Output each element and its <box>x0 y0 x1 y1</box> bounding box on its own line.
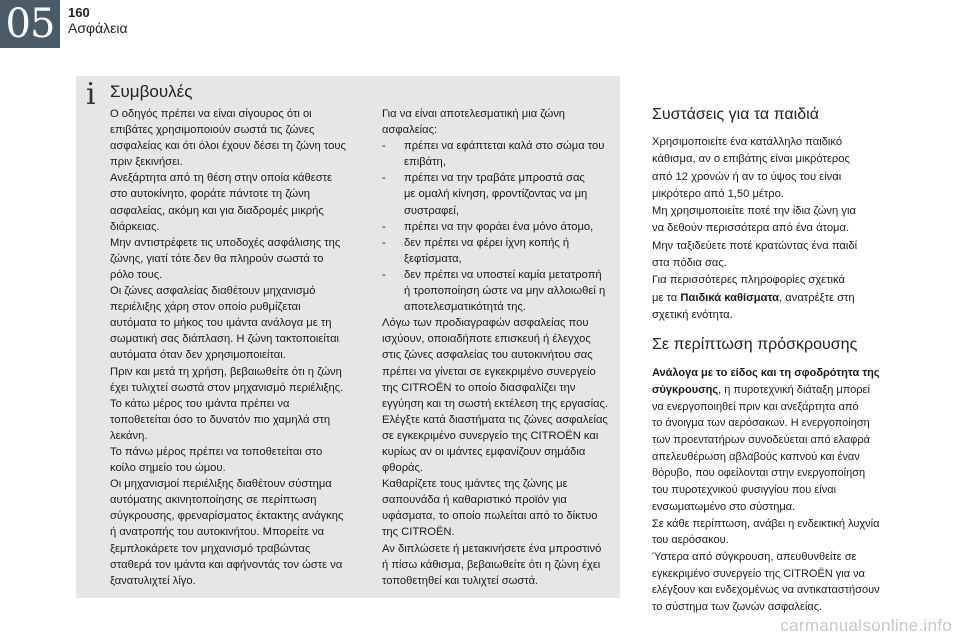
text-line: κάθισμα, αν ο επιβάτης είναι μικρότερος <box>652 153 850 166</box>
bullet-text: ή τροποποίηση ώστε να μην αλλοιωθεί η <box>404 285 606 298</box>
text-line: κοίλο σημείο του ώμου. <box>110 462 226 475</box>
text-line: Αν διπλώσετε ή μετακινήσετε ένα μπροστινό <box>382 542 602 555</box>
text-line: να δεθούν περισσότερα από ένα άτομα. <box>652 222 850 235</box>
text-line: σχετική ενότητα. <box>652 308 733 321</box>
page-number: 160 <box>68 5 90 20</box>
bullet-line <box>382 251 618 267</box>
text-line: σαπουνάδα ή καθαριστικό προϊόν για <box>382 494 567 507</box>
text-line: ελέγξουν και ενδεχομένως να αντικαταστήσουν <box>652 584 880 597</box>
children-title: Συστάσεις για τα παιδιά <box>652 106 819 123</box>
bullet-text: δεν πρέπει να φέρει ίχνη κοπής ή <box>404 236 570 249</box>
text-line: Οι ζώνες ασφαλείας διαθέτουν μηχανισμό <box>110 285 316 298</box>
bullet-text: πρέπει να εφάπτεται καλά στο σώμα του <box>404 140 605 153</box>
text-line: τοποθετηθεί και τυλιχτεί σωστά. <box>382 574 539 587</box>
text-line: φθοράς. <box>382 462 424 475</box>
dash-marker: - <box>382 140 386 153</box>
bullet-line <box>382 154 618 170</box>
text-line: Για να είναι αποτελεσματική μια ζώνη <box>382 108 566 120</box>
text-line: περιέλιξης χάρη στον οποίο ρυθμίζεται <box>110 301 301 314</box>
bullet-text: με ομαλή κίνηση, φροντίζοντας να μη <box>404 188 588 201</box>
text-line: Το πάνω μέρος πρέπει να τοποθετείται στο <box>110 445 323 458</box>
bullet-text: επιβάτη, <box>404 156 446 169</box>
dash-marker: - <box>382 220 386 233</box>
text-line: της CITROËN. <box>382 526 455 539</box>
dash-marker <box>382 186 404 202</box>
bullet-text: ξεφτίσματα, <box>404 252 462 265</box>
text-line: εγγύηση και τη σωστή εκτέλεση της εργασίας. <box>382 397 609 410</box>
text-line: του αερόσακου. <box>652 534 729 547</box>
text-line: το σύστημα των ζωνών ασφαλείας. <box>652 601 823 614</box>
text-line: εγκεκριμένο συνεργείο της CITROËN για να <box>652 567 866 580</box>
text-line: Οι μηχανισμοί περιέλιξης διαθέτουν σύστημα <box>110 478 332 491</box>
text-line: σύγκρουσης, φρεναρίσματος έκτακτης ανάγκης <box>110 510 344 523</box>
text-line: να ενεργοποιηθεί πριν και ανεξάρτητα από <box>652 400 859 413</box>
dash-marker <box>382 299 404 315</box>
section-name: Ασφάλεια <box>68 20 128 36</box>
text-line: ξανατυλιχτεί λίγο. <box>110 574 196 587</box>
bullet-text: πρέπει να την τραβάτε μπροστά σας <box>404 172 585 185</box>
right-column <box>652 106 890 616</box>
collision-title: Σε περίπτωση πρόσκρουσης <box>652 336 858 354</box>
text-line: αυτόματα το μήκος του ιμάντα ανάλογα με τη <box>110 317 332 330</box>
bullet-text: αποτελεσματικότητά της. <box>404 301 526 314</box>
bullet-text: δεν πρέπει να υποστεί καμία μετατροπή <box>404 268 602 281</box>
bullet-line <box>382 235 618 251</box>
text-line: των προεντατήρων συνοδεύεται από ελαφρά <box>652 434 871 447</box>
bullet-line <box>382 219 618 235</box>
text-line: Ελέγξτε κατά διαστήματα τις ζώνες ασφαλείας <box>382 413 608 426</box>
dash-marker <box>382 154 404 170</box>
bullet-line <box>382 138 618 154</box>
text-line: Σε κάθε περίπτωση, ανάβει η ενδεικτική λυχνία <box>652 517 880 530</box>
text-line: σε εγκεκριμένο συνεργείο της CITROËN και <box>382 429 599 442</box>
text-line: του πυροτεχνικού φυσιγγίου που είναι <box>652 484 837 497</box>
text-line: κυρίως αν οι ιμάντες εμφανίζουν σημάδια <box>382 445 586 458</box>
text-line: ή πίσω κάθισμα, βεβαιωθείτε ότι η ζώνη έχει <box>382 558 601 571</box>
text-line: στις ζώνες ασφαλείας του αυτοκινήτου σας <box>382 349 593 362</box>
collision-line: Ανάλογα με το είδος και τη σφοδρότητα της <box>652 367 880 380</box>
dash-marker: - <box>382 268 386 281</box>
bullet-line <box>382 203 618 219</box>
text-line: από 12 χρονών ή αν το ύψος του είναι <box>652 170 842 183</box>
text-line: ασφαλείας και ότι όλοι έχουν δέσει τη ζώνη τους <box>110 140 346 153</box>
text-line: Μην αντιστρέφετε τις υποδοχές ασφάλισης της <box>110 236 341 249</box>
text-line: τοποθετείται όσο το δυνατόν πιο χαμηλά στη <box>110 413 331 426</box>
text-line: Το κάτω μέρος του ιμάντα πρέπει να <box>110 397 290 410</box>
bullet-line <box>382 267 618 283</box>
text-line: επιβάτες χρησιμοποιούν σωστά τις ζώνες <box>110 124 315 137</box>
text-line: Μη χρησιμοποιείτε ποτέ την ίδια ζώνη για <box>652 205 856 218</box>
text-line: ή ανατροπής του αυτοκινήτου. Μπορείτε να <box>110 526 325 539</box>
dash-marker: - <box>382 236 386 249</box>
dash-marker <box>382 283 404 299</box>
bullet-line <box>382 299 618 315</box>
text-line: απελευθέρωση αβλαβούς καπνού και έναν <box>652 450 860 463</box>
dash-marker: - <box>382 172 386 185</box>
text-line: υφάσματα, το οποίο πωλείται από το δίκτυο <box>382 510 598 523</box>
bullet-text: συστραφεί, <box>404 204 460 217</box>
text-line: Χρησιμοποιείτε ένα κατάλληλο παιδικό <box>652 136 843 148</box>
text-line: πριν ξεκινήσει. <box>110 156 183 169</box>
text-line: Μην ταξιδεύετε ποτέ κρατώντας ένα παιδί <box>652 239 858 252</box>
dash-marker <box>382 251 404 267</box>
bullet-line <box>382 283 618 299</box>
text-line: διάρκειας. <box>110 220 160 233</box>
child-seats-link: Παιδικά καθίσματα <box>680 291 780 304</box>
dash-marker <box>382 203 404 219</box>
text-line: λεκάνη. <box>110 429 148 442</box>
text-line: ζώνης, γιατί τότε δεν θα πληρούν σωστά το <box>110 252 324 265</box>
advice-column-1 <box>110 106 372 589</box>
text-line: Ύστερα από σύγκρουση, απευθυνθείτε σε <box>652 551 857 563</box>
text-line: πρέπει να γίνεται σε εγκεκριμένο συνεργείο <box>382 365 596 378</box>
text-line: μικρότερο από 1,50 μέτρο. <box>652 187 784 200</box>
children-ref-line: με τα Παιδικά καθίσματα, ανατρέξτε στη <box>652 291 855 304</box>
text-line: αυτόματης ακινητοποίησης σε περίπτωση <box>110 494 317 507</box>
text-line: ασφαλείας: <box>382 124 438 137</box>
text-line: Ανεξάρτητα από τη θέση στην οποία κάθεστε <box>110 172 333 185</box>
text-line: ισχύουν, οποιαδήποτε επισκευή ή έλεγχος <box>382 333 591 346</box>
collision-line: σύγκρουσης, η πυροτεχνική διάταξη μπορεί <box>652 383 870 396</box>
chapter-number: 05 <box>0 0 60 48</box>
text-line: της CITROËN το οποίο διασφαλίζει την <box>382 381 576 394</box>
text-line: αυτόματα όταν δεν χρησιμοποιείται. <box>110 349 286 362</box>
text-line: ξεμπλοκάρετε τον μηχανισμό τραβώντας <box>110 542 311 555</box>
advice-title: Συμβουλές <box>110 82 193 101</box>
text-line: το άνοιγμα των αερόσακων. Η ενεργοποίηση <box>652 417 870 430</box>
info-icon: i <box>86 77 96 112</box>
text-line: στο αυτοκίνητο, φοράτε πάντοτε τη ζώνη <box>110 188 310 201</box>
text-line: Λόγω των προδιαγραφών ασφαλείας που <box>382 317 589 330</box>
text-line: Πριν και μετά τη χρήση, βεβαιωθείτε ότι η ζώνη <box>110 365 342 378</box>
text-line: Καθαρίζετε τους ιμάντες της ζώνης με <box>382 478 568 491</box>
text-line: έχει τυλιχτεί σωστά στον μηχανισμό περιέλιξης. <box>110 381 344 394</box>
bullet-line <box>382 186 618 202</box>
advice-column-2 <box>382 106 618 589</box>
bullet-text: πρέπει να την φοράει ένα μόνο άτομο, <box>404 220 594 233</box>
text-line: Για περισσότερες πληροφορίες σχετικά <box>652 274 845 287</box>
text-line: ρόλο τους. <box>110 268 163 281</box>
text-line: θόρυβο, που οφείλονται στην ενεργοποίηση <box>652 467 866 480</box>
text-line: σωματική σας διάπλαση. Η ζώνη τακτοποιείται <box>110 333 340 346</box>
text-line: Ο οδηγός πρέπει να είναι σίγουρος ότι οι <box>110 108 312 120</box>
text-line: στα πόδια σας. <box>652 257 727 270</box>
text-line: ασφαλείας, ακόμη και για διαδρομές μικρής <box>110 204 324 217</box>
watermark: carmanualsonline.info <box>780 616 952 635</box>
text-line: ενσωματωμένο στο σύστημα. <box>652 500 796 513</box>
bullet-line <box>382 170 618 186</box>
text-line: σταθερά τον ιμάντα και αφήνοντάς τον ώστε να <box>110 558 343 571</box>
